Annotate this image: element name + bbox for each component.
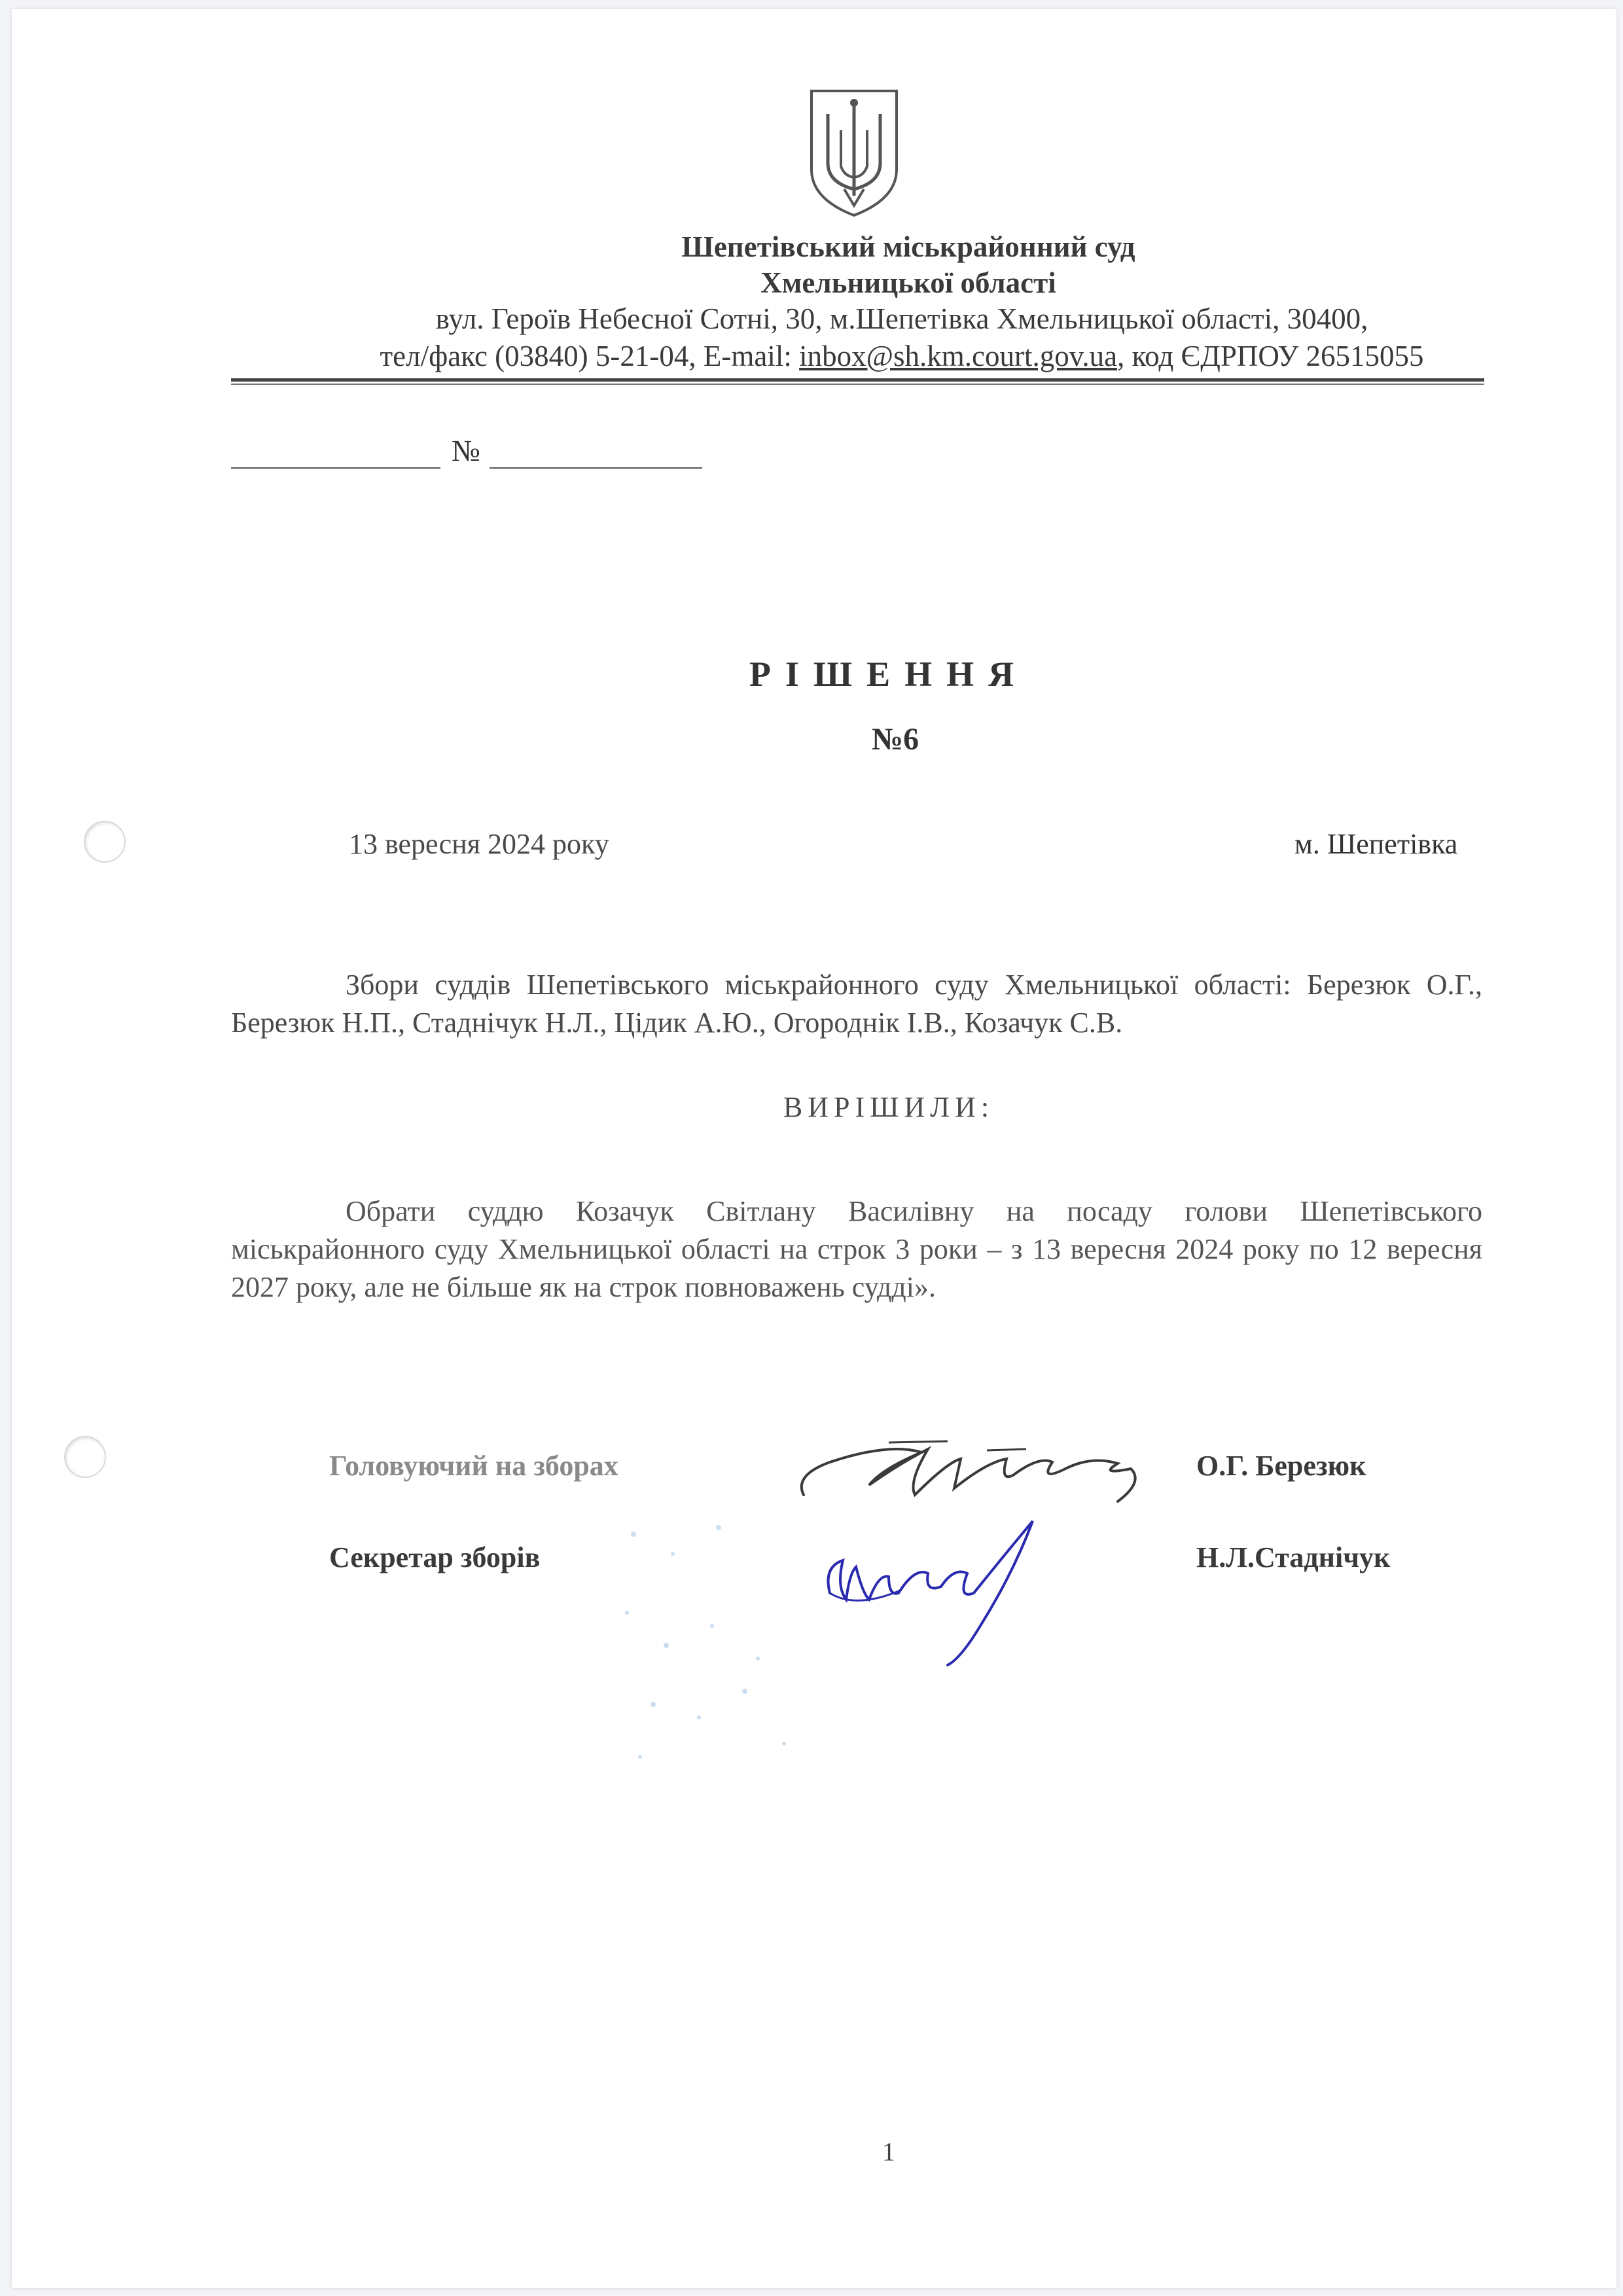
court-region: Хмельницької області	[760, 266, 1056, 299]
contacts-prefix: тел/факс (03840) 5-21-04, E-mail:	[380, 340, 800, 372]
document-date: 13 вересня 2024 року	[349, 828, 609, 860]
document-place: м. Шепетівка	[1294, 828, 1458, 860]
tryzub-coat-of-arms-icon	[805, 84, 903, 222]
document-number: №6	[871, 722, 919, 757]
decided-heading: ВИРІШИЛИ:	[783, 1091, 995, 1123]
document-title: РІШЕННЯ	[749, 655, 1029, 694]
header-divider	[231, 378, 1484, 382]
chair-role-label: Головуючий на зборах	[329, 1450, 618, 1482]
registration-number-label: №	[452, 434, 480, 467]
page-number: 1	[882, 2137, 895, 2166]
punch-hole	[84, 821, 126, 863]
secretary-role-label: Секретар зборів	[329, 1541, 541, 1573]
chair-name: О.Г. Березюк	[1196, 1450, 1366, 1482]
header-divider-thin	[231, 384, 1484, 385]
resolution-paragraph: Обрати суддю Козачук Світлану Василівну на посаду голови Шепетівського міськрайонного суду Хмельницької області на строк 3 роки – з 13 вересня 2024 року по 12 вересня 2027 року, але не більше як на строк повноважень судді».	[231, 1195, 1482, 1303]
faded-stamp	[588, 1508, 902, 1783]
document-page	[12, 9, 1616, 2288]
email-link[interactable]: inbox@sh.km.court.gov.ua	[799, 340, 1118, 372]
punch-hole	[64, 1436, 106, 1478]
registration-number-blank	[490, 467, 702, 469]
court-contacts	[313, 338, 1491, 374]
court-name: Шепетівський міськрайонний суд	[681, 230, 1135, 263]
contacts-suffix: , код ЄДРПОУ 26515055	[1117, 340, 1424, 372]
registration-date-blank	[231, 467, 440, 469]
intro-paragraph: Збори суддів Шепетівського міськрайонного суду Хмельницької області: Березюк О.Г., Березюк Н.П., Стаднічук Н.Л., Цідик А.Ю., Огороднік І.В., Козачук С.В.	[231, 969, 1482, 1039]
secretary-name: Н.Л.Стаднічук	[1196, 1541, 1391, 1573]
court-address: вул. Героїв Небесної Сотні, 30, м.Шепетівка Хмельницької області, 30400,	[435, 302, 1368, 335]
